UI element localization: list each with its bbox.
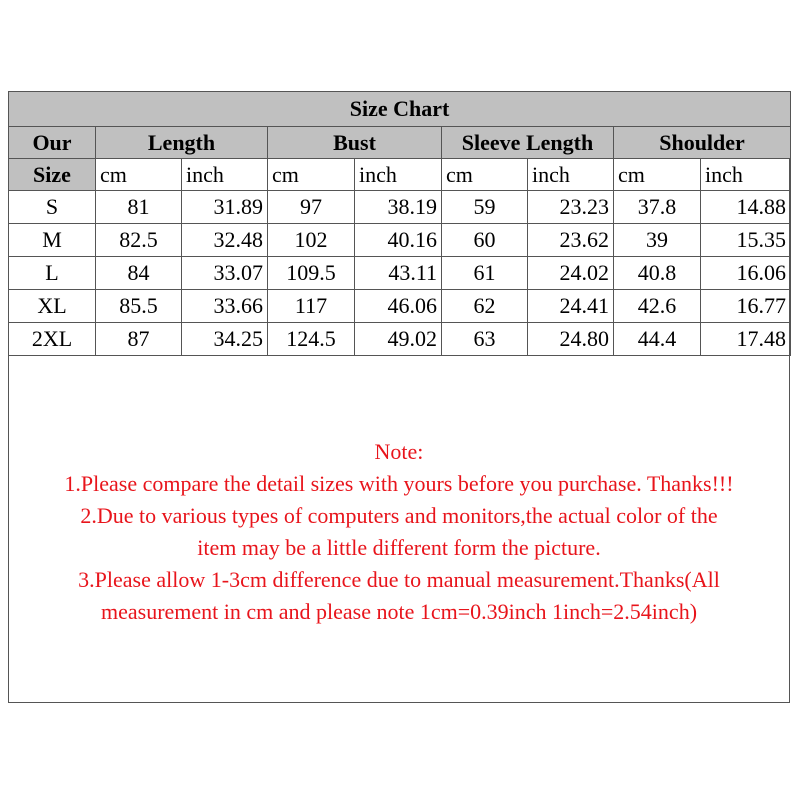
table-row bbox=[9, 257, 791, 290]
cell-sleeve-inch: 23.62 bbox=[528, 224, 614, 257]
cell-shoulder-inch: 14.88 bbox=[701, 191, 791, 224]
title-row bbox=[9, 92, 791, 127]
note-line-1: 1.Please compare the detail sizes with yours before you purchase. Thanks!!! bbox=[64, 471, 734, 496]
cell-length-inch: 31.89 bbox=[182, 191, 268, 224]
cell-length-cm: 85.5 bbox=[96, 290, 182, 323]
cell-sleeve-inch: 24.41 bbox=[528, 290, 614, 323]
cell-bust-cm: 109.5 bbox=[268, 257, 355, 290]
cell-sleeve-inch: 24.02 bbox=[528, 257, 614, 290]
note-line-5: measurement in cm and please note 1cm=0.39inch 1inch=2.54inch) bbox=[100, 599, 698, 624]
cell-length-inch: 33.07 bbox=[182, 257, 268, 290]
cell-shoulder-cm: 44.4 bbox=[614, 323, 701, 356]
cell-bust-inch: 40.16 bbox=[355, 224, 442, 257]
cell-bust-inch: 46.06 bbox=[355, 290, 442, 323]
chart-title: Size Chart bbox=[9, 92, 791, 127]
group-header-length: Length bbox=[96, 127, 268, 159]
size-chart-table bbox=[8, 91, 791, 356]
cell-length-cm: 82.5 bbox=[96, 224, 182, 257]
unit-sleeve-cm: cm bbox=[442, 159, 528, 191]
unit-length-cm: cm bbox=[96, 159, 182, 191]
unit-header-row bbox=[9, 159, 791, 191]
cell-shoulder-inch: 16.06 bbox=[701, 257, 791, 290]
note-block bbox=[8, 436, 790, 628]
group-header-bust: Bust bbox=[268, 127, 442, 159]
table-row bbox=[9, 224, 791, 257]
group-header-shoulder: Shoulder bbox=[614, 127, 791, 159]
cell-shoulder-cm: 40.8 bbox=[614, 257, 701, 290]
cell-shoulder-inch: 16.77 bbox=[701, 290, 791, 323]
unit-shoulder-inch: inch bbox=[701, 159, 791, 191]
cell-shoulder-cm: 39 bbox=[614, 224, 701, 257]
unit-shoulder-cm: cm bbox=[614, 159, 701, 191]
note-line-3: item may be a little different form the picture. bbox=[197, 535, 601, 560]
size-header-our: Our bbox=[9, 127, 96, 159]
cell-length-cm: 84 bbox=[96, 257, 182, 290]
cell-sleeve-inch: 23.23 bbox=[528, 191, 614, 224]
cell-bust-inch: 49.02 bbox=[355, 323, 442, 356]
cell-length-inch: 33.66 bbox=[182, 290, 268, 323]
cell-sleeve-cm: 60 bbox=[442, 224, 528, 257]
cell-bust-inch: 43.11 bbox=[355, 257, 442, 290]
cell-shoulder-inch: 15.35 bbox=[701, 224, 791, 257]
cell-sleeve-cm: 62 bbox=[442, 290, 528, 323]
table-row bbox=[9, 290, 791, 323]
cell-length-cm: 87 bbox=[96, 323, 182, 356]
cell-bust-cm: 97 bbox=[268, 191, 355, 224]
cell-bust-cm: 117 bbox=[268, 290, 355, 323]
table-row bbox=[9, 323, 791, 356]
cell-length-inch: 32.48 bbox=[182, 224, 268, 257]
note-line-2: 2.Due to various types of computers and monitors,the actual color of the bbox=[80, 503, 718, 528]
group-header-sleeve-length: Sleeve Length bbox=[442, 127, 614, 159]
note-line-4: 3.Please allow 1-3cm difference due to manual measurement.Thanks(All bbox=[78, 567, 720, 592]
unit-bust-inch: inch bbox=[355, 159, 442, 191]
size-cell: XL bbox=[9, 290, 96, 323]
size-cell: M bbox=[9, 224, 96, 257]
cell-sleeve-cm: 59 bbox=[442, 191, 528, 224]
cell-shoulder-cm: 37.8 bbox=[614, 191, 701, 224]
cell-sleeve-inch: 24.80 bbox=[528, 323, 614, 356]
table-row bbox=[9, 191, 791, 224]
cell-bust-inch: 38.19 bbox=[355, 191, 442, 224]
size-cell: S bbox=[9, 191, 96, 224]
unit-sleeve-inch: inch bbox=[528, 159, 614, 191]
unit-length-inch: inch bbox=[182, 159, 268, 191]
cell-shoulder-inch: 17.48 bbox=[701, 323, 791, 356]
cell-length-inch: 34.25 bbox=[182, 323, 268, 356]
unit-bust-cm: cm bbox=[268, 159, 355, 191]
cell-sleeve-cm: 63 bbox=[442, 323, 528, 356]
cell-sleeve-cm: 61 bbox=[442, 257, 528, 290]
cell-bust-cm: 124.5 bbox=[268, 323, 355, 356]
group-header-row bbox=[9, 127, 791, 159]
size-cell: 2XL bbox=[9, 323, 96, 356]
note-title: Note: bbox=[374, 439, 424, 464]
cell-bust-cm: 102 bbox=[268, 224, 355, 257]
size-cell: L bbox=[9, 257, 96, 290]
size-header-size: Size bbox=[9, 159, 96, 191]
cell-length-cm: 81 bbox=[96, 191, 182, 224]
cell-shoulder-cm: 42.6 bbox=[614, 290, 701, 323]
